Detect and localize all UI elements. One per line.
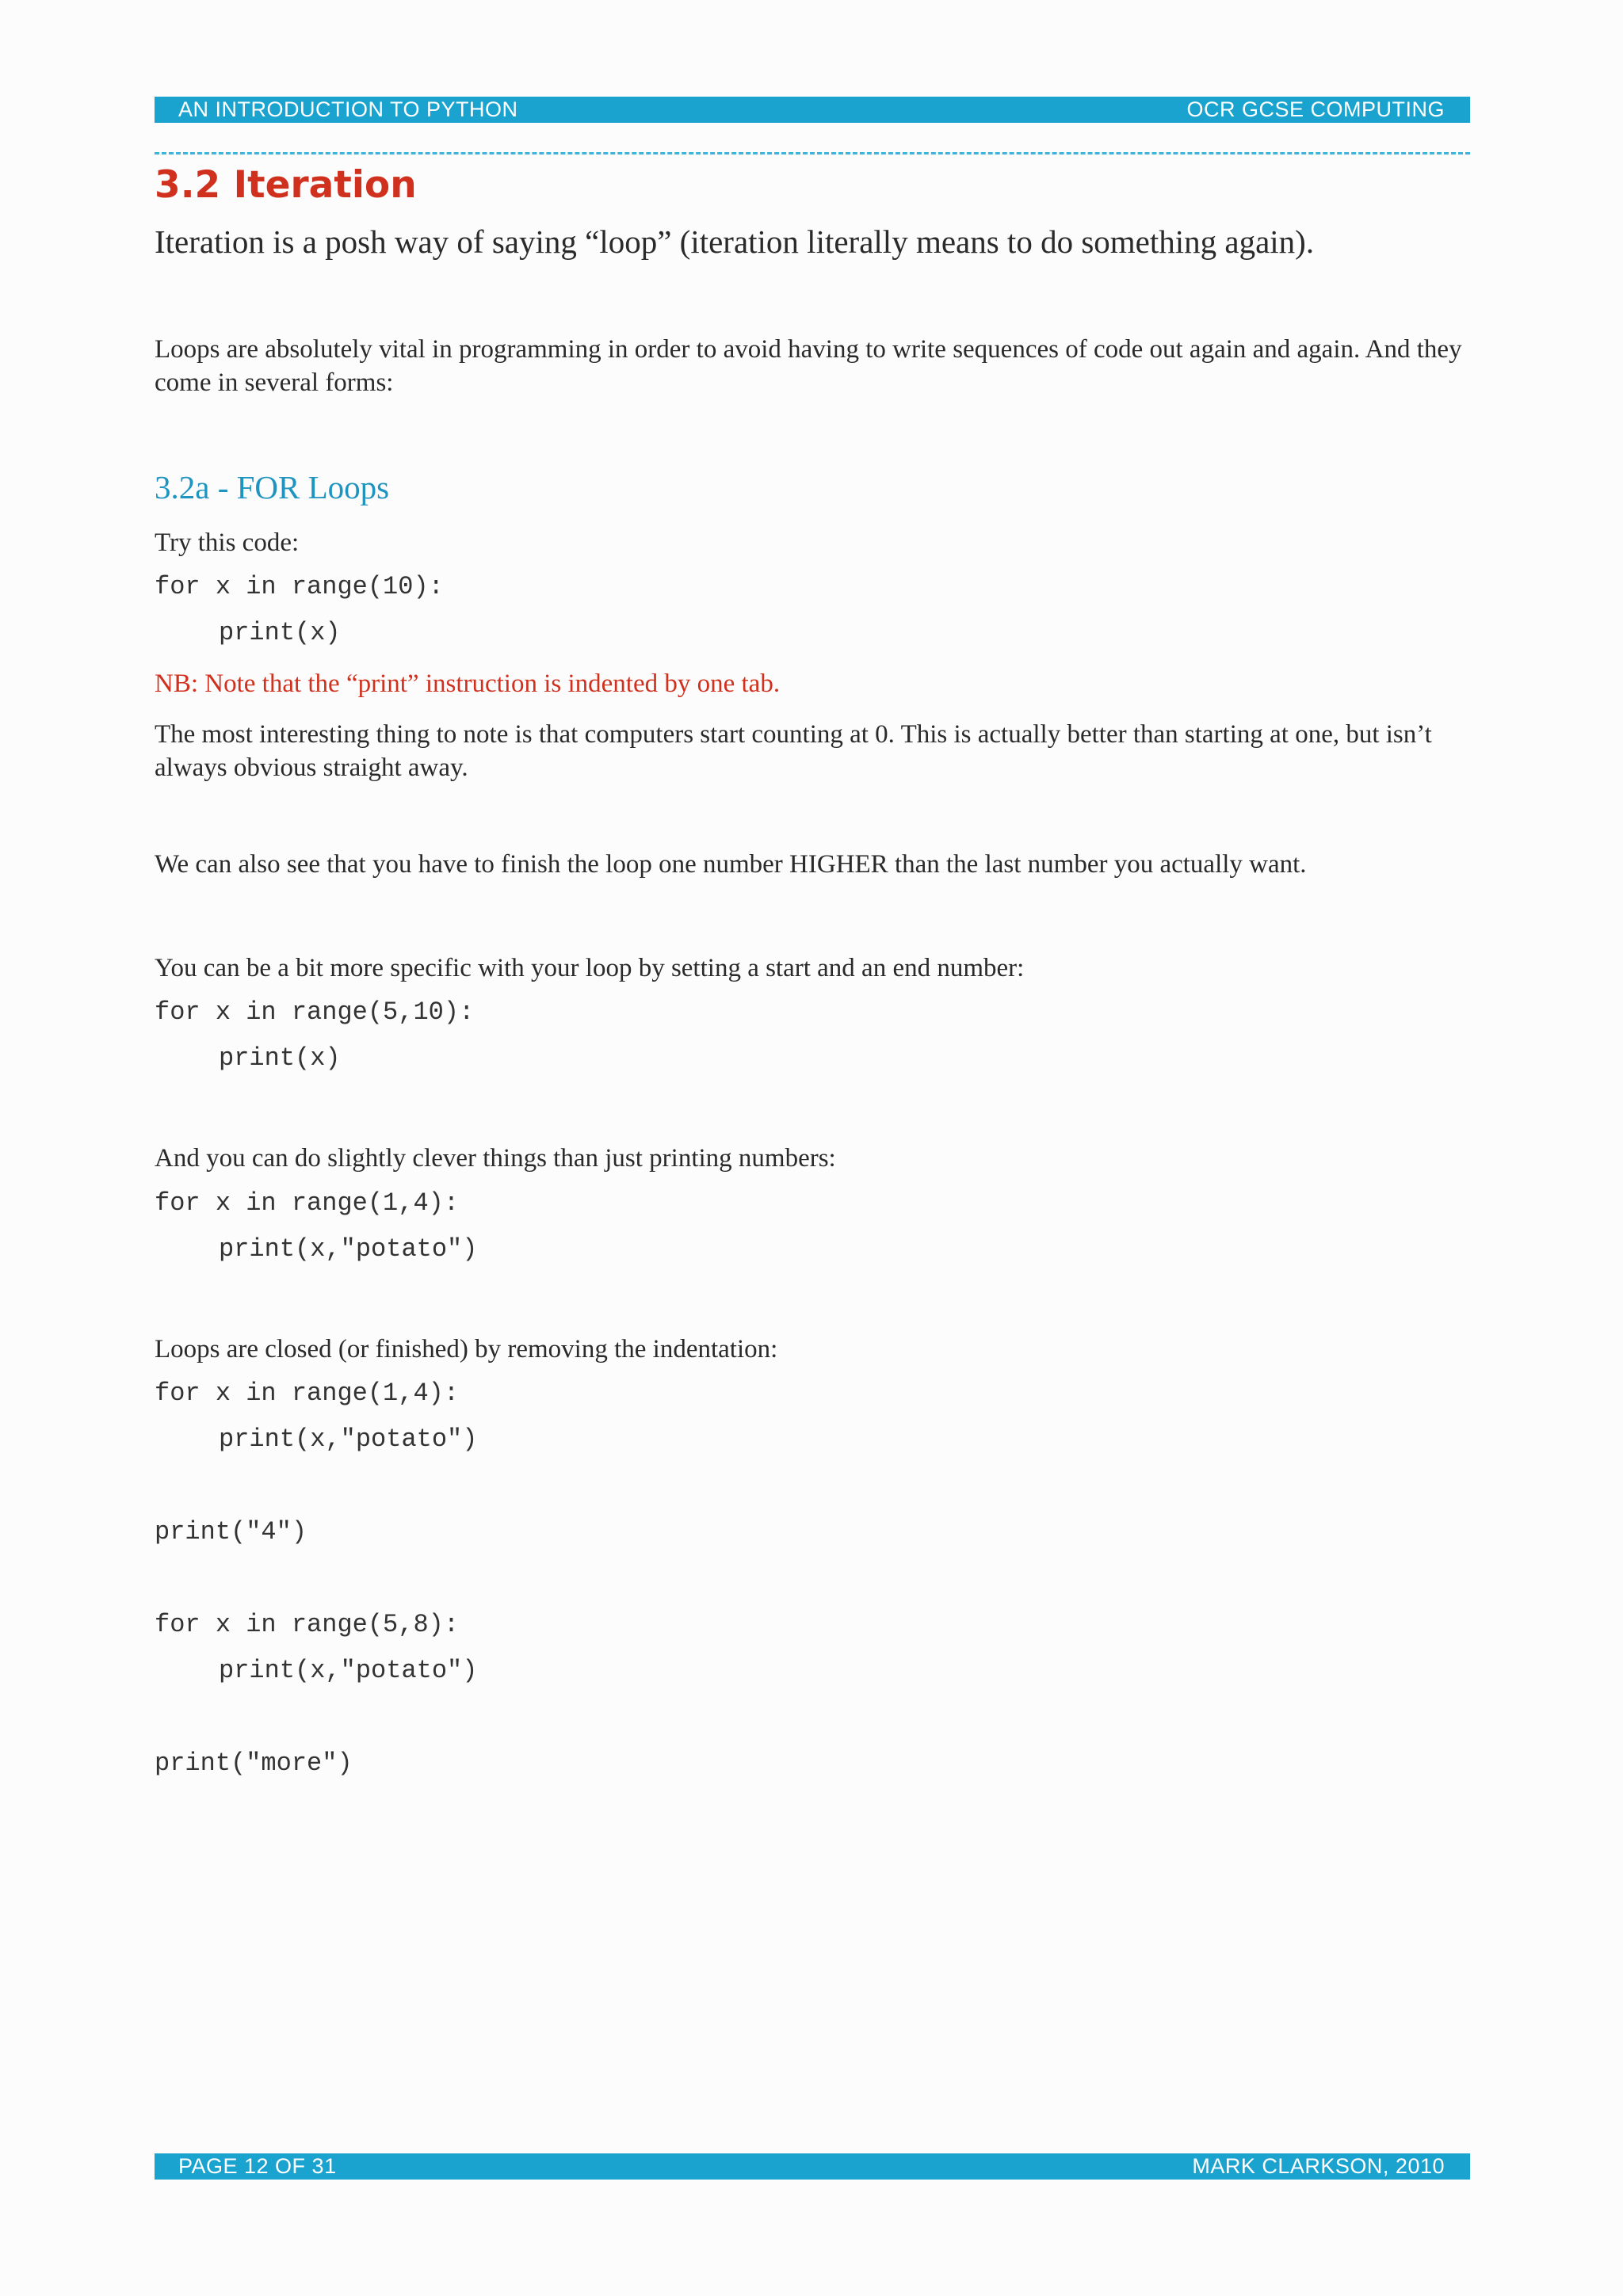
subsection-title: 3.2a - FOR Loops [155,469,390,505]
code-line: print("more") [155,1749,353,1778]
footer-left-text: PAGE 12 OF 31 [178,2154,337,2178]
code-line: for x in range(5,10): [155,997,475,1027]
code-line: for x in range(10): [155,572,444,601]
dashed-divider [155,152,1470,154]
paragraph: You can be a bit more specific with your loop by setting a start and an end number: [155,954,1025,982]
paragraph: We can also see that you have to finish the loop one number HIGHER than the last number you actually want. [155,850,1307,879]
header-right-text: OCR GCSE COMPUTING [1186,97,1445,121]
code-line: print(x) [219,618,341,647]
code-line: print("4") [155,1517,307,1547]
code-line: print(x,"potato") [219,1234,478,1264]
section-title: 3.2 Iteration [155,163,417,207]
code-line: for x in range(1,4): [155,1379,460,1408]
section-lead: Iteration is a posh way of saying “loop” (iteration literally means to do something again). [155,223,1315,260]
code-line: for x in range(1,4): [155,1188,460,1218]
code-line: print(x) [219,1043,341,1073]
header-band [155,97,1470,123]
footer-right-text: MARK CLARKSON, 2010 [1192,2154,1445,2178]
paragraph: The most interesting thing to note is that computers start counting at 0. This is actually better than starting at one, but isn’t always obvious straight away. [155,720,1432,782]
document-page [155,0,1470,2296]
note-text: NB: Note that the “print” instruction is indented by one tab. [155,669,781,698]
code-line: print(x,"potato") [219,1425,478,1454]
intro-paragraph: Loops are absolutely vital in programming in order to avoid having to write sequences of code out again and again. And they come in several forms: [155,335,1462,397]
paragraph: Loops are closed (or finished) by removing the indentation: [155,1335,778,1363]
footer-band [155,2153,1470,2180]
try-text: Try this code: [155,528,300,557]
header-left-text: AN INTRODUCTION TO PYTHON [178,97,518,121]
paragraph: And you can do slightly clever things than just printing numbers: [155,1144,836,1173]
code-line: for x in range(5,8): [155,1610,460,1639]
code-line: print(x,"potato") [219,1656,478,1685]
